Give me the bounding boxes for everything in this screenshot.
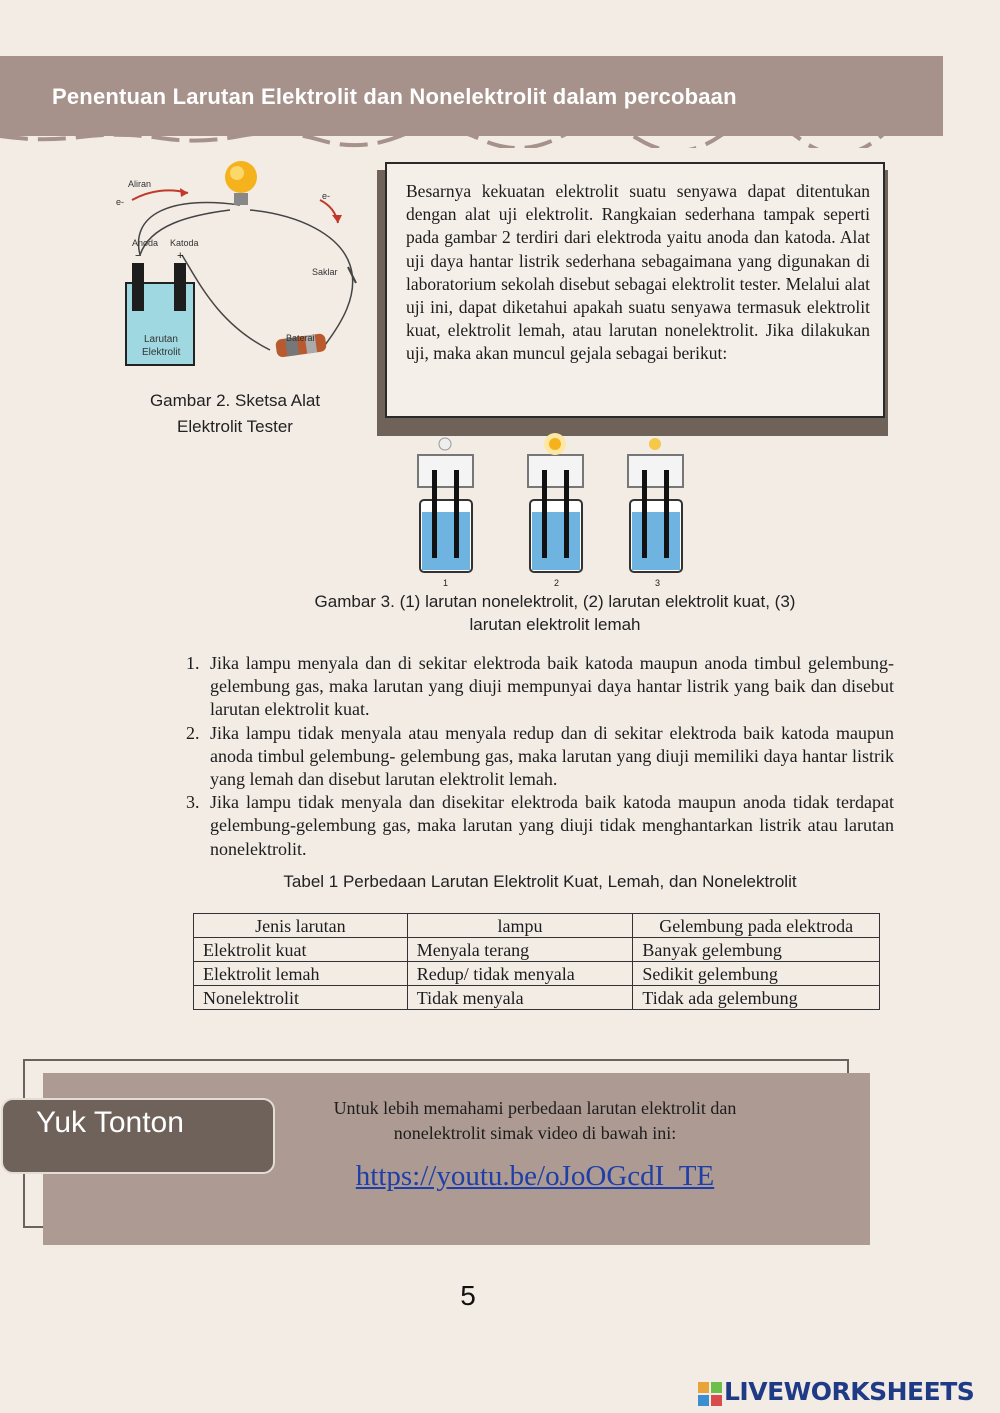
- table-header-cell: Gelembung pada elektroda: [633, 914, 880, 938]
- figure2-caption: [120, 388, 350, 440]
- list-item-text: Jika lampu tidak menyala atau menyala redup dan di sekitar elektroda baik katoda maupun anoda timbul gelembung- gelembung gas, maka larutan yang diuji memiliki daya hantar listrik yang lemah dan disebut larutan elektrolit lemah.: [210, 722, 894, 790]
- video-link[interactable]: https://youtu.be/oJoOGcdI_TE: [355, 1160, 715, 1192]
- watch-text-line1: Untuk lebih memahami perbedaan larutan elektrolit dan: [333, 1098, 737, 1118]
- label-minus: −: [135, 250, 142, 262]
- beaker-3: [628, 438, 683, 572]
- figure3-caption-line1: Gambar 3. (1) larutan nonelektrolit, (2) larutan elektrolit kuat, (3): [314, 592, 796, 611]
- dashed-divider: [0, 128, 943, 148]
- watch-instructions: [300, 1096, 770, 1146]
- table-cell: Sedikit gelembung: [633, 962, 880, 986]
- list-item-text: Jika lampu menyala dan di sekitar elektroda baik katoda maupun anoda timbul gelembung-gelembung gas, maka larutan yang diuji mempunyai daya hantar listrik yang baik dan disebut larutan elektrolit kuat.: [210, 653, 894, 720]
- table-cell: Redup/ tidak menyala: [407, 962, 633, 986]
- table-row: [194, 962, 880, 986]
- list-item: [186, 791, 894, 861]
- beaker-2: [528, 433, 583, 572]
- liveworksheets-brand: LIVEWORKSHEETS: [724, 1377, 975, 1406]
- list-item-number: 1.: [186, 653, 200, 673]
- page-number: 5: [460, 1280, 476, 1311]
- figure2-caption-line1: Gambar 2. Sketsa Alat: [149, 391, 321, 410]
- table-header-cell: lampu: [407, 914, 633, 938]
- table-cell: Elektrolit lemah: [194, 962, 408, 986]
- label-katoda: Katoda: [170, 238, 199, 248]
- label-plus: +: [177, 250, 184, 262]
- label-saklar: Saklar: [312, 267, 338, 277]
- list-item-number: 3.: [186, 792, 200, 813]
- watch-tab-label: Yuk Tonton: [36, 1106, 184, 1139]
- beaker-1: [418, 438, 473, 572]
- watch-text-line2: nonelektrolit simak video di bawah ini:: [393, 1123, 677, 1143]
- rule-list: [186, 652, 894, 861]
- table-row: [194, 986, 880, 1010]
- list-item-number: 2.: [186, 722, 200, 743]
- page-title: Penentuan Larutan Elektrolit dan Nonelektrolit dalam percobaan: [52, 84, 737, 109]
- label-baterai: Baterai: [286, 333, 315, 343]
- beaker-comparison-figure: [410, 430, 700, 590]
- list-item: [186, 722, 894, 792]
- table-caption: Tabel 1 Perbedaan Larutan Elektrolit Kuat, Lemah, dan Nonelektrolit: [283, 872, 797, 891]
- label-larutan-1: Larutan: [144, 334, 178, 345]
- table-cell: Menyala terang: [407, 938, 633, 962]
- table-header-row: [194, 914, 880, 938]
- label-aliran: Aliran: [128, 179, 152, 189]
- table-cell: Tidak ada gelembung: [633, 986, 880, 1010]
- info-text: Besarnya kekuatan elektrolit suatu senyawa dapat ditentukan dengan alat uji elektrolit. Rangkaian sederhana tampak seperti pada gambar 2 terdiri dari elektroda yaitu anoda dan katoda. Alat uji daya hantar listrik sederhana sebagaimana yang digunakan di laboratorium sekolah disebut sebagai elektrolit tester. Melalui alat uji ini, dapat diketahui apakah suatu senyawa termasuk elektrolit kuat, elektrolit lemah, atau larutan nonelektrolit. Jika dilakukan uji, maka akan muncul gejala sebagai berikut:: [406, 181, 870, 364]
- table-cell: Banyak gelembung: [633, 938, 880, 962]
- comparison-table: [193, 913, 880, 1010]
- electrolyte-tester-sketch: [110, 155, 370, 380]
- figure3-caption: [270, 590, 840, 636]
- beaker-label-2: 2: [554, 578, 560, 588]
- list-item: [186, 652, 894, 722]
- beaker-label-1: 1: [443, 578, 449, 588]
- label-electron-left: e-: [116, 197, 125, 207]
- beaker-label-3: 3: [655, 578, 661, 588]
- liveworksheets-logo[interactable]: [698, 1377, 998, 1409]
- figure3-caption-line2: larutan elektrolit lemah: [469, 615, 641, 634]
- table-cell: Tidak menyala: [407, 986, 633, 1010]
- label-electron-right: e-: [322, 191, 331, 201]
- table-row: [194, 938, 880, 962]
- table-header-cell: Jenis larutan: [194, 914, 408, 938]
- label-anoda: Anoda: [132, 238, 159, 248]
- table-cell: Nonelektrolit: [194, 986, 408, 1010]
- list-item-text: Jika lampu tidak menyala dan disekitar elektroda baik katoda maupun anoda tidak terdapat gelembung-gelembung gas, maka larutan yang diuji tidak menghantarkan listrik atau larutan nonelektrolit.: [210, 792, 894, 859]
- figure2-caption-line2: Elektrolit Tester: [177, 417, 293, 436]
- table-cell: Elektrolit kuat: [194, 938, 408, 962]
- liveworksheets-logo-icon: [698, 1382, 722, 1406]
- label-larutan-2: Elektrolit: [142, 347, 181, 358]
